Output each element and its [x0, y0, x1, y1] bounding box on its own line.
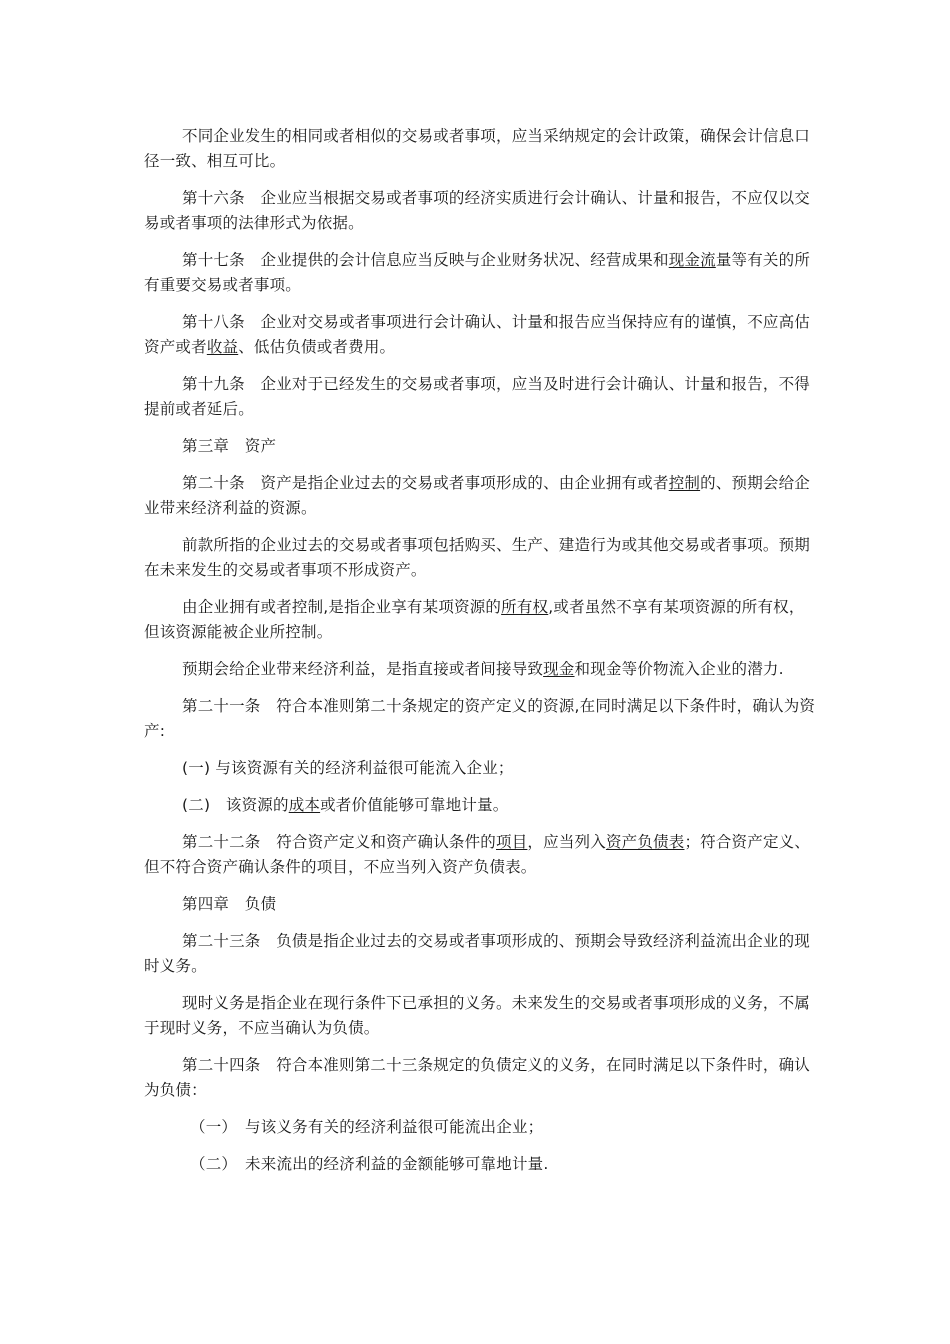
paragraph	[144, 892, 816, 917]
paragraph	[144, 533, 816, 583]
paragraph	[144, 657, 816, 682]
paragraph	[144, 694, 816, 744]
paragraph-text: 前款所指的企业过去的交易或者事项包括购买、生产、建造行为或其他交易或者事项。预期在未来发生的交易或者事项不形成资产。	[144, 536, 811, 579]
paragraph-text: 第二十二条 符合资产定义和资产确认条件的	[182, 833, 497, 851]
hyperlink[interactable]: 所有权	[501, 598, 549, 616]
list-item	[144, 1115, 816, 1140]
paragraph-text: 第四章 负债	[182, 895, 277, 913]
paragraph-text: (一) 与该资源有关的经济利益很可能流入企业；	[182, 759, 514, 777]
paragraph	[144, 310, 816, 360]
paragraph	[144, 991, 816, 1041]
hyperlink[interactable]: 资产负债表	[605, 833, 685, 851]
paragraph-text: （二） 未来流出的经济利益的金额能够可靠地计量.	[190, 1155, 549, 1173]
paragraph-text: 第十九条 企业对于已经发生的交易或者事项，应当及时进行会计确认、计量和报告，不得提前或者延后。	[144, 375, 811, 418]
hyperlink[interactable]: 成本	[288, 796, 321, 814]
hyperlink[interactable]: 现金流	[668, 251, 716, 269]
list-item	[144, 793, 816, 818]
paragraph	[144, 372, 816, 422]
paragraph-text: ；符合资产定义、但不符合资产确认条件的项目，不应当列入资产负债表。	[144, 833, 811, 876]
paragraph-text: 第十六条 企业应当根据交易或者事项的经济实质进行会计确认、计量和报告，不应仅以交易或者事项的法律形式为依据。	[144, 189, 811, 232]
paragraph-text: （一） 与该义务有关的经济利益很可能流出企业；	[190, 1118, 544, 1136]
paragraph-text: 第二十条 资产是指企业过去的交易或者事项形成的、由企业拥有或者	[182, 474, 669, 492]
paragraph-text: 、低估负债或者费用。	[238, 338, 396, 356]
paragraph-text: 第二十一条 符合本准则第二十条规定的资产定义的资源,在同时满足以下条件时，确认为资产:	[144, 697, 816, 740]
paragraph-text: 第十七条 企业提供的会计信息应当反映与企业财务状况、经营成果和	[182, 251, 669, 269]
paragraph	[144, 929, 816, 979]
paragraph-text: (二) 该资源的	[182, 796, 289, 814]
paragraph-text: 第十八条 企业对交易或者事项进行会计确认、计量和报告应当保持应有的谨慎，不应高估资产或者	[144, 313, 811, 356]
list-item	[144, 1152, 816, 1177]
paragraph-text: 第三章 资产	[182, 437, 277, 455]
paragraph	[144, 186, 816, 236]
paragraph	[144, 595, 816, 645]
list-item	[144, 756, 816, 781]
paragraph	[144, 248, 816, 298]
paragraph	[144, 124, 816, 174]
paragraph-text: 的、预期会给企业带来经济利益的资源。	[144, 474, 811, 517]
hyperlink[interactable]: 项目	[496, 833, 528, 851]
document-body	[144, 124, 816, 1189]
paragraph-text: 不同企业发生的相同或者相似的交易或者事项，应当采纳规定的会计政策，确保会计信息口径一致、相互可比。	[144, 127, 811, 170]
paragraph-text: 预期会给企业带来经济利益，是指直接或者间接导致	[182, 660, 544, 678]
paragraph-text: 量等有关的所有重要交易或者事项。	[144, 251, 811, 294]
paragraph	[144, 1053, 816, 1103]
paragraph-text: ，应当列入	[527, 833, 606, 851]
paragraph-text: 现时义务是指企业在现行条件下已承担的义务。未来发生的交易或者事项形成的义务，不属于现时义务，不应当确认为负债。	[144, 994, 811, 1037]
hyperlink[interactable]: 现金	[543, 660, 575, 678]
hyperlink[interactable]: 收益	[206, 338, 239, 356]
paragraph	[144, 434, 816, 459]
paragraph-text: ,或者虽然不享有某项资源的所有权，但该资源能被企业所控制。	[144, 598, 805, 641]
paragraph-text: 第二十三条 负债是指企业过去的交易或者事项形成的、预期会导致经济利益流出企业的现时义务。	[144, 932, 811, 975]
paragraph	[144, 830, 816, 880]
paragraph-text: 第二十四条 符合本准则第二十三条规定的负债定义的义务，在同时满足以下条件时，确认为负债：	[144, 1056, 811, 1099]
paragraph-text: 和现金等价物流入企业的潜力.	[574, 660, 784, 678]
hyperlink[interactable]: 控制	[668, 474, 701, 492]
paragraph-text: 由企业拥有或者控制,是指企业享有某项资源的	[182, 598, 502, 616]
paragraph-text: 或者价值能够可靠地计量。	[320, 796, 509, 814]
paragraph	[144, 471, 816, 521]
